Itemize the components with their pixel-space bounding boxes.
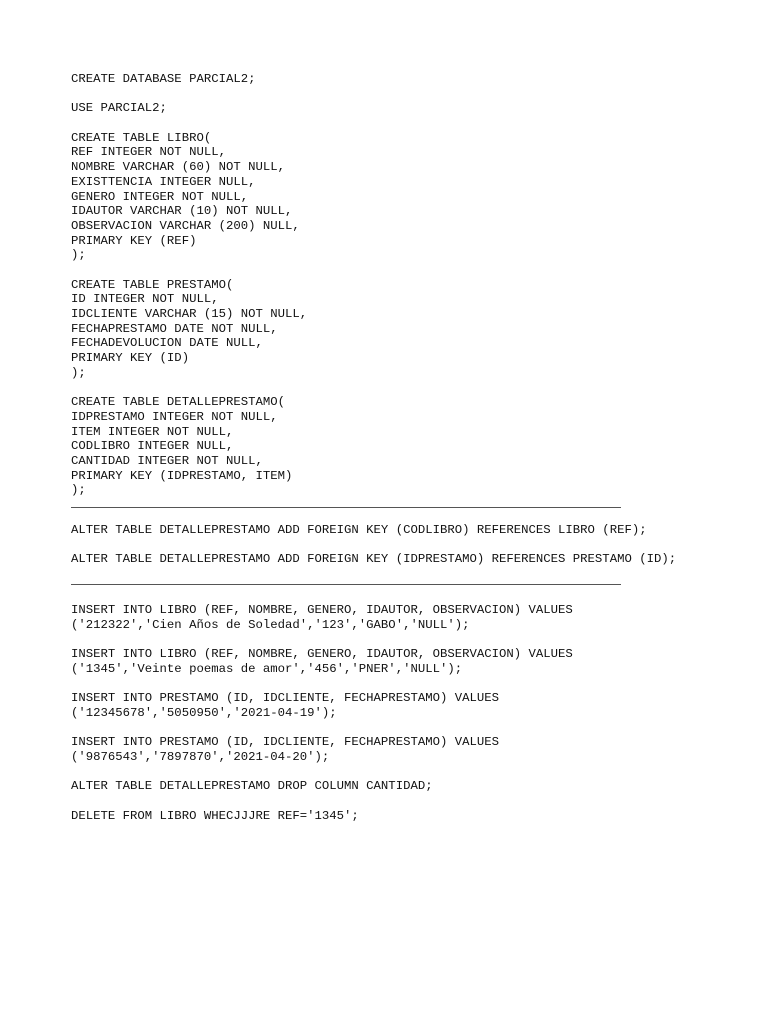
- code-line: ('9876543','7897870','2021-04-20');: [71, 749, 330, 764]
- code-line: ('212322','Cien Años de Soledad','123','GABO','NULL');: [71, 617, 470, 632]
- horizontal-rule: [71, 584, 621, 585]
- use-database-statement: [71, 101, 731, 116]
- code-line: CREATE TABLE LIBRO(: [71, 130, 212, 145]
- alter-foreign-key-libro: [71, 523, 731, 538]
- code-line: IDCLIENTE VARCHAR (15) NOT NULL,: [71, 307, 308, 321]
- code-line: INSERT INTO PRESTAMO (ID, IDCLIENTE, FECHAPRESTAMO) VALUES: [71, 691, 500, 706]
- code-line: INSERT INTO LIBRO (REF, NOMBRE, GENERO, IDAUTOR, OBSERVACION) VALUES: [71, 603, 573, 617]
- insert-prestamo-1: [71, 691, 731, 720]
- code-line: OBSERVACION VARCHAR (200) NULL,: [71, 218, 300, 233]
- code-line: DELETE FROM LIBRO WHECJJJRE REF='1345';: [71, 808, 359, 823]
- code-line: ID INTEGER NOT NULL,: [71, 292, 219, 307]
- code-line: );: [71, 365, 86, 380]
- code-line: PRIMARY KEY (REF): [71, 233, 197, 248]
- code-line: INSERT INTO LIBRO (REF, NOMBRE, GENERO, IDAUTOR, OBSERVACION) VALUES: [71, 647, 573, 662]
- code-line: IDPRESTAMO INTEGER NOT NULL,: [71, 409, 278, 424]
- code-line: EXISTTENCIA INTEGER NULL,: [71, 174, 256, 189]
- code-line: ALTER TABLE DETALLEPRESTAMO ADD FOREIGN KEY (CODLIBRO) REFERENCES LIBRO (REF);: [71, 522, 647, 537]
- code-line: ('12345678','5050950','2021-04-19');: [71, 705, 337, 720]
- code-line: PRIMARY KEY (ID): [71, 351, 190, 366]
- code-line: REF INTEGER NOT NULL,: [71, 145, 226, 160]
- insert-libro-1: [71, 603, 731, 632]
- code-line: FECHAPRESTAMO DATE NOT NULL,: [71, 321, 278, 336]
- create-table-detalleprestamo: [71, 395, 731, 498]
- code-line: CREATE TABLE PRESTAMO(: [71, 277, 234, 292]
- insert-libro-2: [71, 647, 731, 676]
- code-line: ALTER TABLE DETALLEPRESTAMO ADD FOREIGN KEY (IDPRESTAMO) REFERENCES PRESTAMO (ID);: [71, 552, 677, 567]
- delete-libro-statement: [71, 809, 731, 824]
- code-line: );: [71, 483, 86, 498]
- horizontal-rule: [71, 507, 621, 508]
- code-line: CANTIDAD INTEGER NOT NULL,: [71, 453, 263, 468]
- code-line: IDAUTOR VARCHAR (10) NOT NULL,: [71, 204, 293, 219]
- code-line: CODLIBRO INTEGER NULL,: [71, 439, 234, 454]
- code-line: FECHADEVOLUCION DATE NULL,: [71, 336, 263, 351]
- create-table-libro: [71, 131, 731, 263]
- code-line: ITEM INTEGER NOT NULL,: [71, 424, 234, 439]
- code-line: NOMBRE VARCHAR (60) NOT NULL,: [71, 160, 286, 175]
- alter-foreign-key-prestamo: [71, 552, 731, 567]
- code-line: );: [71, 248, 86, 263]
- code-line: ALTER TABLE DETALLEPRESTAMO DROP COLUMN CANTIDAD;: [71, 779, 433, 794]
- create-database-statement: [71, 72, 731, 87]
- create-table-prestamo: [71, 278, 731, 381]
- sql-document: [71, 72, 731, 838]
- code-line: CREATE TABLE DETALLEPRESTAMO(: [71, 395, 286, 410]
- alter-drop-column: [71, 779, 731, 794]
- insert-prestamo-2: [71, 735, 731, 764]
- code-line: CREATE DATABASE PARCIAL2;: [71, 72, 256, 86]
- code-line: GENERO INTEGER NOT NULL,: [71, 189, 249, 204]
- code-line: PRIMARY KEY (IDPRESTAMO, ITEM): [71, 468, 293, 483]
- code-line: USE PARCIAL2;: [71, 101, 167, 116]
- code-line: INSERT INTO PRESTAMO (ID, IDCLIENTE, FECHAPRESTAMO) VALUES: [71, 735, 500, 750]
- code-line: ('1345','Veinte poemas de amor','456','PNER','NULL');: [71, 661, 463, 676]
